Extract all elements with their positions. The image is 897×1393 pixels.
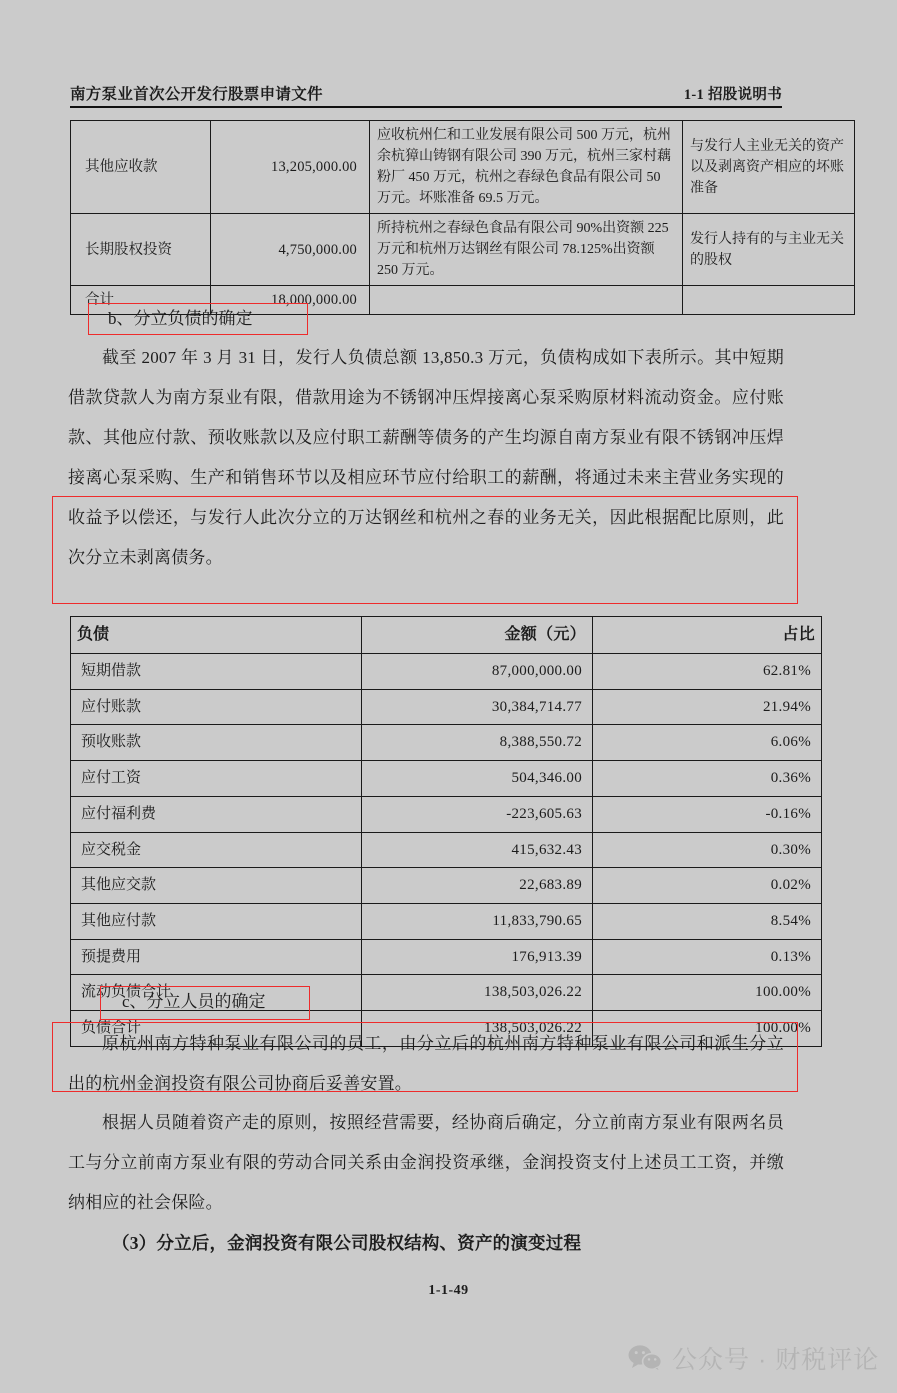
page-number: 1-1-49 [428, 1283, 469, 1298]
table-row [71, 903, 822, 939]
table-row [71, 832, 822, 868]
liability-amount-cell: 8,388,550.72 [362, 725, 593, 761]
column-header-percent: 占比 [593, 617, 822, 654]
liabilities-table [70, 616, 822, 1047]
liability-percent-cell: 0.13% [593, 939, 822, 975]
liability-percent-cell: 100.00% [593, 1010, 822, 1046]
liability-amount-cell: 138,503,026.22 [362, 1010, 593, 1046]
asset-detail-cell: 所持杭州之春绿色食品有限公司 90%出资额 225 万元和杭州万达钢丝有限公司 78.125%出资额 250 万元。 [370, 214, 683, 286]
liability-amount-cell: 87,000,000.00 [362, 654, 593, 690]
column-header-liability: 负债 [71, 617, 362, 654]
liability-name-cell: 短期借款 [71, 654, 362, 690]
table-row [71, 939, 822, 975]
asset-amount-cell: 18,000,000.00 [211, 286, 370, 315]
asset-name-cell: 其他应收款 [71, 121, 211, 214]
liability-name-cell: 预收账款 [71, 725, 362, 761]
table-row [71, 689, 822, 725]
table-row [71, 121, 855, 214]
liability-percent-cell: -0.16% [593, 796, 822, 832]
watermark [628, 1340, 879, 1376]
liability-percent-cell: 6.06% [593, 725, 822, 761]
asset-name-cell: 长期股权投资 [71, 214, 211, 286]
running-header [70, 82, 782, 108]
asset-note-cell [683, 286, 855, 315]
watermark-text: 公众号 · 财税评论 [672, 1346, 880, 1374]
liability-percent-cell: 0.02% [593, 868, 822, 904]
paragraph-labor-contract: 根据人员随着资产走的原则，按照经营需要，经协商后确定，分立前南方泵业有限两名员工与分立前南方泵业有限的劳动合同关系由金润投资承继，金润投资支付上述员工工资，并缴纳相应的社会保险。 [68, 1113, 784, 1212]
liability-amount-cell: 415,632.43 [362, 832, 593, 868]
header-left-title: 南方泵业首次公开发行股票申请文件 [70, 86, 323, 103]
table-row [71, 796, 822, 832]
liability-amount-cell: 11,833,790.65 [362, 903, 593, 939]
asset-amount-cell: 13,205,000.00 [211, 121, 370, 214]
liability-name-cell: 其他应交款 [71, 868, 362, 904]
liability-percent-cell: 0.30% [593, 832, 822, 868]
liability-percent-cell: 8.54% [593, 903, 822, 939]
section-heading: （3）分立后，金润投资有限公司股权结构、资产的演变过程 [112, 1233, 582, 1253]
liability-amount-cell: 176,913.39 [362, 939, 593, 975]
table-row [71, 761, 822, 797]
heading-c: c、分立人员的确定 [122, 992, 266, 1011]
liability-name-cell: 其他应付款 [71, 903, 362, 939]
table-row [71, 868, 822, 904]
asset-detail-cell [370, 286, 683, 315]
liability-name-cell: 预提费用 [71, 939, 362, 975]
column-header-amount: 金额（元） [362, 617, 593, 654]
table-row [71, 654, 822, 690]
liability-percent-cell: 21.94% [593, 689, 822, 725]
asset-name-cell: 合计 [71, 286, 211, 315]
liability-amount-cell: 138,503,026.22 [362, 975, 593, 1011]
liability-name-cell: 应付福利费 [71, 796, 362, 832]
liability-percent-cell: 100.00% [593, 975, 822, 1011]
wechat-icon [628, 1344, 662, 1372]
heading-b: b、分立负债的确定 [108, 309, 253, 328]
liability-amount-cell: 504,346.00 [362, 761, 593, 797]
liability-amount-cell: -223,605.63 [362, 796, 593, 832]
asset-amount-cell: 4,750,000.00 [211, 214, 370, 286]
liability-percent-cell: 0.36% [593, 761, 822, 797]
table-header-row [71, 617, 822, 654]
liability-name-cell: 应付账款 [71, 689, 362, 725]
liability-name-cell: 负债合计 [71, 1010, 362, 1046]
liability-name-cell: 应交税金 [71, 832, 362, 868]
paragraph-staff-arrangement: 原杭州南方特种泵业有限公司的员工，由分立后的杭州南方特种泵业有限公司和派生分立出的杭州金润投资有限公司协商后妥善安置。 [68, 1034, 784, 1093]
liability-amount-cell: 30,384,714.77 [362, 689, 593, 725]
paragraph-liability-determination: 截至 2007 年 3 月 31 日，发行人负债总额 13,850.3 万元，负债构成如下表所示。其中短期借款贷款人为南方泵业有限，借款用途为不锈钢冲压焊接离心泵采购原材料流动资金。应付账款、其他应付款、预收账款以及应付职工薪酬等债务的产生均源自南方泵业有限不锈钢冲压焊接离心泵采购、生产和销售环节以及相应环节应付给职工的薪酬，将通过未来主营业务实现的收益予以偿还，与发行人此次分立的万达钢丝和杭州之春的业务无关，因此根据配比原则，此次分立未剥离债务。 [68, 348, 784, 567]
assets-table [70, 120, 855, 315]
liability-percent-cell: 62.81% [593, 654, 822, 690]
table-row [71, 214, 855, 286]
header-right-title: 1-1 招股说明书 [683, 87, 782, 103]
liability-name-cell: 流动负债合计 [71, 975, 362, 1011]
asset-note-cell: 发行人持有的与主业无关的股权 [683, 214, 855, 286]
asset-detail-cell: 应收杭州仁和工业发展有限公司 500 万元，杭州余杭獐山铸钢有限公司 390 万元，杭州三家村藕粉厂 450 万元，杭州之春绿色食品有限公司 50 万元。坏账准备 69.5 万元。 [370, 121, 683, 214]
liability-amount-cell: 22,683.89 [362, 868, 593, 904]
table-row [71, 725, 822, 761]
asset-note-cell: 与发行人主业无关的资产以及剥离资产相应的坏账准备 [683, 121, 855, 214]
liability-name-cell: 应付工资 [71, 761, 362, 797]
